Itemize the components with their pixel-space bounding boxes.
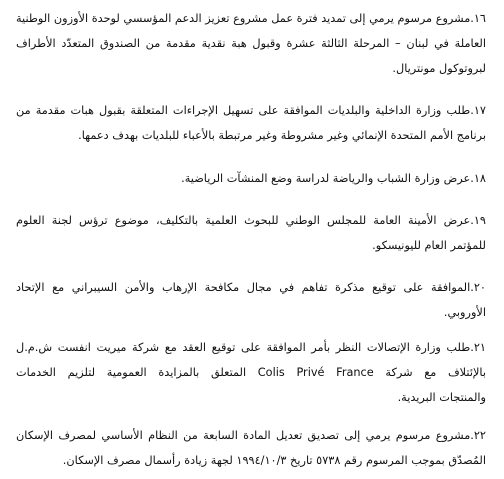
agenda-item-17 xyxy=(16,98,486,148)
agenda-item-22-line-1: ٢٢.مشروع مرسوم يرمي إلى تصديق تعديل المادة السابعة من النظام الأساسي لمصرف الإسكان xyxy=(16,429,486,442)
agenda-item-16 xyxy=(16,6,486,81)
agenda-item-22 xyxy=(16,423,486,473)
agenda-item-21-line-3: والمنتجات البريدية. xyxy=(397,391,486,404)
agenda-item-21 xyxy=(16,335,486,410)
agenda-item-19-line-2: للمؤتمر العام لليونيسكو. xyxy=(372,239,486,252)
agenda-item-16-line-3: لبروتوكول مونتريال. xyxy=(392,62,486,75)
agenda-item-20 xyxy=(16,275,486,325)
agenda-item-20-line-2: الأوروبي. xyxy=(443,306,486,319)
agenda-item-16-line-1: ١٦.مشروع مرسوم يرمي إلى تمديد فترة عمل مشروع تعزيز الدعم المؤسسي لوحدة الأوزون الوطنية xyxy=(16,12,486,25)
agenda-item-22-line-2: المُصدّق بموجب المرسوم رقم ٥٧٣٨ تاريخ ١٩٩٤/١٠/٣ لجهة زيادة رأسمال مصرف الإسكان. xyxy=(62,454,486,467)
agenda-item-21-line-2: بالإئتلاف مع شركة Colis Privé France المتعلق بالمزايدة العمومية لتلزيم الخدمات xyxy=(16,366,486,379)
agenda-item-17-line-2: برنامج الأمم المتحدة الإنمائي وغير مشروطة وغير مرتبطة بالأعباء للبلديات بهدف دعمها. xyxy=(78,129,486,142)
agenda-item-17-line-1: ١٧.طلب وزارة الداخلية والبلديات الموافقة على تسهيل الإجراءات المتعلقة بقبول هبات مقدمة من xyxy=(16,104,486,117)
agenda-item-19-line-1: ١٩.عرض الأمينة العامة للمجلس الوطني للبحوث العلمية بالتكليف، موضوع ترؤس لجنة العلوم xyxy=(16,214,486,227)
agenda-item-21-line-1: ٢١.طلب وزارة الإتصالات النظر بأمر الموافقة على توقيع العقد مع شركة ميريت انفست ش.م.ل xyxy=(16,341,486,354)
agenda-item-20-line-1: ٢٠.الموافقة على توقيع مذكرة تفاهم في مجال مكافحة الإرهاب والأمن السيبراني مع الإتحاد xyxy=(16,281,486,294)
agenda-item-18 xyxy=(16,166,486,191)
agenda-item-16-line-2: العاملة في لبنان – المرحلة الثالثة عشرة وقبول هبة نقدية مقدمة من الصندوق المتعدّد الأطراف xyxy=(16,37,486,50)
agenda-item-19 xyxy=(16,208,486,258)
agenda-item-18-line-1: ١٨.عرض وزارة الشباب والرياضة لدراسة وضع المنشآت الرياضية. xyxy=(181,172,486,185)
